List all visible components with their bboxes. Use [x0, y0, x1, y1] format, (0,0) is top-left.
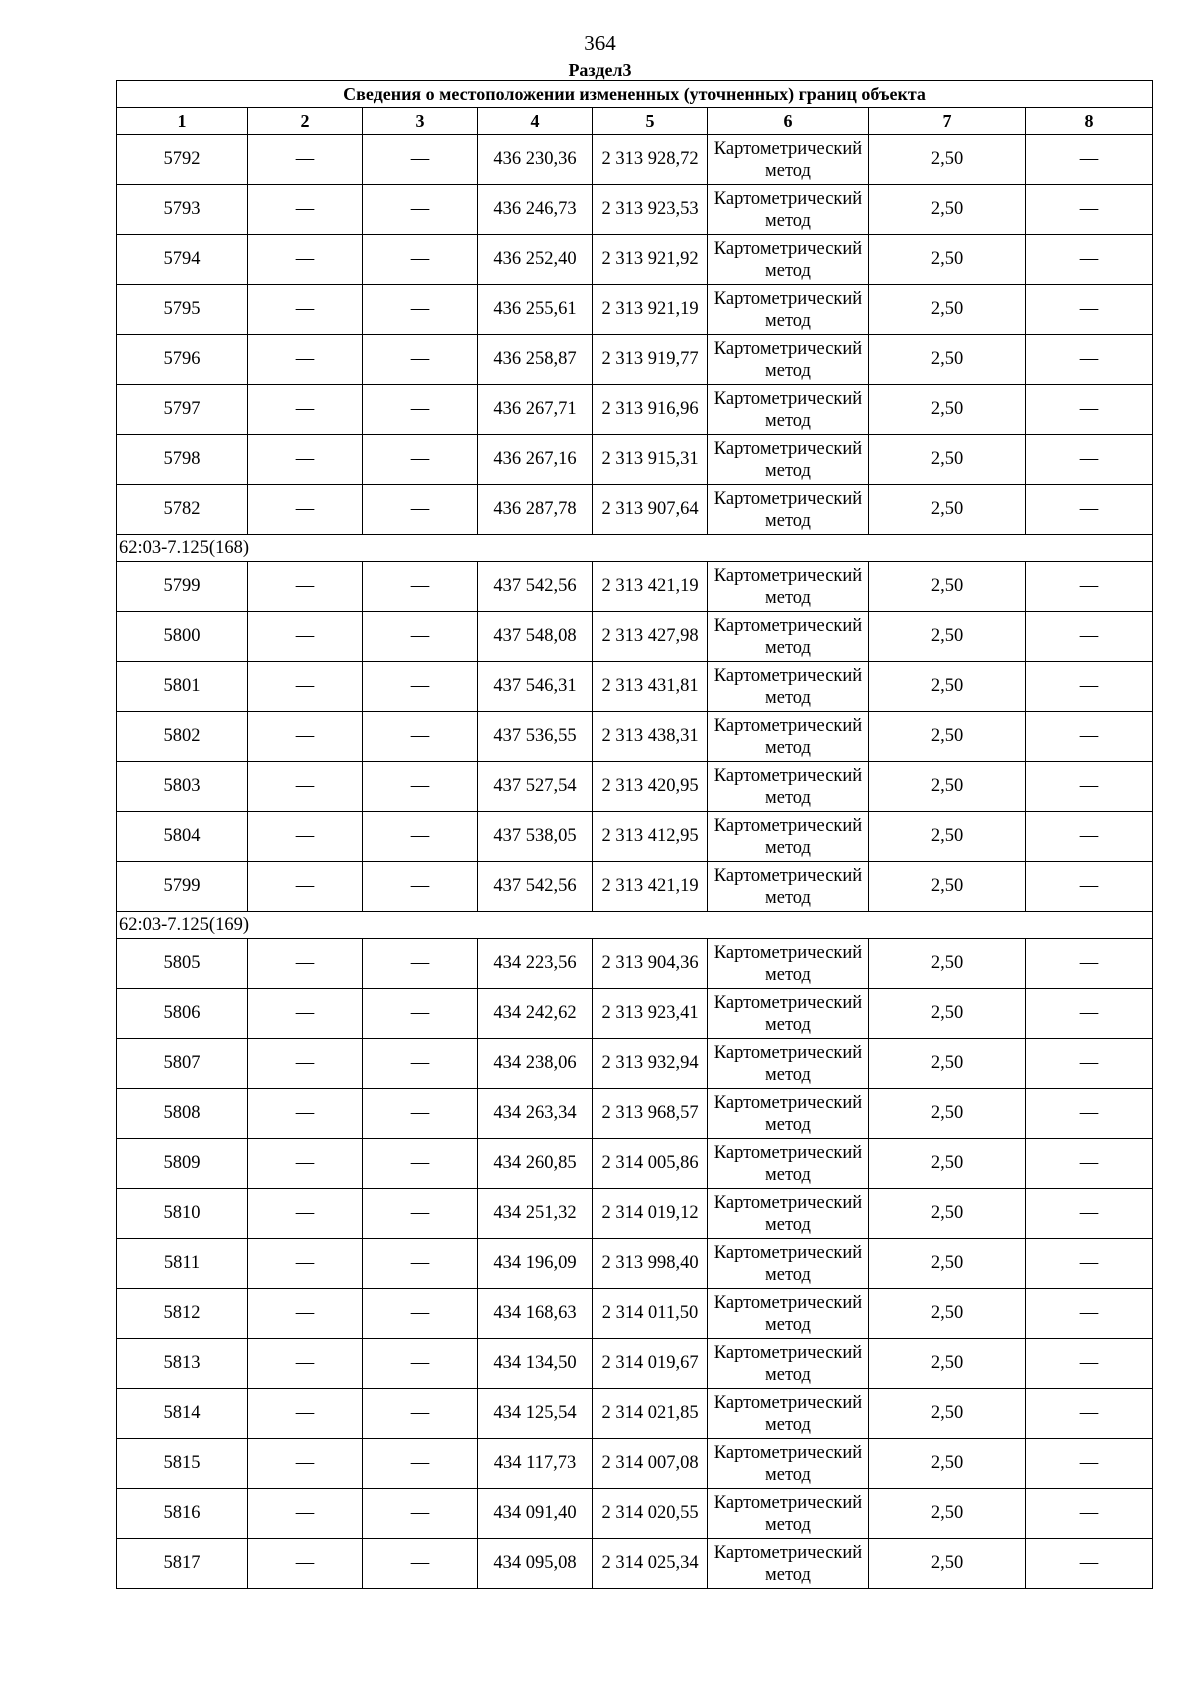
- empty-dash-cell: —: [248, 812, 363, 862]
- method-cell: Картометрический метод: [708, 385, 869, 435]
- accuracy-cell: 2,50: [869, 1139, 1026, 1189]
- empty-dash-cell: —: [363, 662, 478, 712]
- coordinate-x-cell: 434 242,62: [478, 989, 593, 1039]
- accuracy-cell: 2,50: [869, 1389, 1026, 1439]
- column-header: 6: [708, 108, 869, 135]
- table-row: [117, 939, 1153, 989]
- point-number-cell: 5795: [117, 285, 248, 335]
- point-number-cell: 5793: [117, 185, 248, 235]
- empty-dash-cell: —: [248, 185, 363, 235]
- accuracy-cell: 2,50: [869, 562, 1026, 612]
- coordinate-y-cell: 2 313 921,92: [593, 235, 708, 285]
- empty-dash-cell: —: [248, 135, 363, 185]
- coordinate-x-cell: 437 527,54: [478, 762, 593, 812]
- table-row: [117, 185, 1153, 235]
- table-row: [117, 285, 1153, 335]
- point-number-cell: 5812: [117, 1289, 248, 1339]
- coordinate-x-cell: 437 548,08: [478, 612, 593, 662]
- coordinate-y-cell: 2 313 921,19: [593, 285, 708, 335]
- empty-dash-cell: —: [248, 1239, 363, 1289]
- table-row: [117, 1539, 1153, 1589]
- coordinate-x-cell: 437 542,56: [478, 862, 593, 912]
- column-header: 4: [478, 108, 593, 135]
- coordinate-y-cell: 2 313 427,98: [593, 612, 708, 662]
- empty-dash-cell: —: [363, 1389, 478, 1439]
- coordinate-x-cell: 434 263,34: [478, 1089, 593, 1139]
- table-row: [117, 862, 1153, 912]
- method-cell: Картометрический метод: [708, 435, 869, 485]
- table-row: [117, 235, 1153, 285]
- accuracy-cell: 2,50: [869, 1489, 1026, 1539]
- empty-dash-cell: —: [1026, 562, 1153, 612]
- coordinate-y-cell: 2 314 007,08: [593, 1439, 708, 1489]
- table-row: [117, 385, 1153, 435]
- table-row: [117, 662, 1153, 712]
- empty-dash-cell: —: [1026, 612, 1153, 662]
- table-row: [117, 712, 1153, 762]
- coordinate-x-cell: 434 091,40: [478, 1489, 593, 1539]
- point-number-cell: 5805: [117, 939, 248, 989]
- accuracy-cell: 2,50: [869, 285, 1026, 335]
- coordinate-y-cell: 2 313 438,31: [593, 712, 708, 762]
- empty-dash-cell: —: [248, 612, 363, 662]
- point-number-cell: 5799: [117, 862, 248, 912]
- point-number-cell: 5797: [117, 385, 248, 435]
- table-row: [117, 1289, 1153, 1339]
- empty-dash-cell: —: [248, 662, 363, 712]
- coordinate-x-cell: 436 287,78: [478, 485, 593, 535]
- accuracy-cell: 2,50: [869, 1039, 1026, 1089]
- empty-dash-cell: —: [248, 385, 363, 435]
- table-body: [117, 81, 1153, 1589]
- empty-dash-cell: —: [248, 335, 363, 385]
- table-row: [117, 1389, 1153, 1439]
- empty-dash-cell: —: [1026, 385, 1153, 435]
- point-number-cell: 5807: [117, 1039, 248, 1089]
- coordinate-y-cell: 2 313 932,94: [593, 1039, 708, 1089]
- coordinate-x-cell: 434 251,32: [478, 1189, 593, 1239]
- empty-dash-cell: —: [1026, 1339, 1153, 1389]
- method-cell: Картометрический метод: [708, 1539, 869, 1589]
- table-row: [117, 612, 1153, 662]
- coordinate-x-cell: 436 252,40: [478, 235, 593, 285]
- coordinate-y-cell: 2 313 916,96: [593, 385, 708, 435]
- coordinate-x-cell: 437 538,05: [478, 812, 593, 862]
- empty-dash-cell: —: [363, 1039, 478, 1089]
- empty-dash-cell: —: [363, 862, 478, 912]
- empty-dash-cell: —: [363, 1239, 478, 1289]
- method-cell: Картометрический метод: [708, 335, 869, 385]
- accuracy-cell: 2,50: [869, 862, 1026, 912]
- point-number-cell: 5816: [117, 1489, 248, 1539]
- empty-dash-cell: —: [248, 712, 363, 762]
- coordinate-x-cell: 436 255,61: [478, 285, 593, 335]
- empty-dash-cell: —: [363, 812, 478, 862]
- boundary-coordinates-table: [116, 80, 1153, 1589]
- coordinate-y-cell: 2 313 928,72: [593, 135, 708, 185]
- method-cell: Картометрический метод: [708, 939, 869, 989]
- group-header-row: [117, 535, 1153, 562]
- accuracy-cell: 2,50: [869, 939, 1026, 989]
- empty-dash-cell: —: [248, 939, 363, 989]
- method-cell: Картометрический метод: [708, 235, 869, 285]
- empty-dash-cell: —: [363, 485, 478, 535]
- accuracy-cell: 2,50: [869, 662, 1026, 712]
- table-row: [117, 1439, 1153, 1489]
- accuracy-cell: 2,50: [869, 185, 1026, 235]
- empty-dash-cell: —: [363, 562, 478, 612]
- empty-dash-cell: —: [248, 285, 363, 335]
- accuracy-cell: 2,50: [869, 485, 1026, 535]
- empty-dash-cell: —: [1026, 1539, 1153, 1589]
- empty-dash-cell: —: [248, 1539, 363, 1589]
- empty-dash-cell: —: [363, 1189, 478, 1239]
- coordinate-y-cell: 2 313 907,64: [593, 485, 708, 535]
- group-header-row: [117, 912, 1153, 939]
- point-number-cell: 5810: [117, 1189, 248, 1239]
- empty-dash-cell: —: [1026, 1039, 1153, 1089]
- method-cell: Картометрический метод: [708, 612, 869, 662]
- empty-dash-cell: —: [1026, 185, 1153, 235]
- empty-dash-cell: —: [363, 1089, 478, 1139]
- accuracy-cell: 2,50: [869, 612, 1026, 662]
- method-cell: Картометрический метод: [708, 862, 869, 912]
- empty-dash-cell: —: [363, 235, 478, 285]
- empty-dash-cell: —: [363, 435, 478, 485]
- empty-dash-cell: —: [1026, 662, 1153, 712]
- empty-dash-cell: —: [1026, 762, 1153, 812]
- point-number-cell: 5800: [117, 612, 248, 662]
- coordinate-y-cell: 2 313 998,40: [593, 1239, 708, 1289]
- empty-dash-cell: —: [248, 1039, 363, 1089]
- method-cell: Картометрический метод: [708, 1489, 869, 1539]
- coordinate-y-cell: 2 313 421,19: [593, 562, 708, 612]
- section-title: Раздел3: [568, 60, 632, 80]
- method-cell: Картометрический метод: [708, 562, 869, 612]
- empty-dash-cell: —: [1026, 435, 1153, 485]
- empty-dash-cell: —: [1026, 989, 1153, 1039]
- point-number-cell: 5802: [117, 712, 248, 762]
- coordinate-y-cell: 2 314 019,67: [593, 1339, 708, 1389]
- accuracy-cell: 2,50: [869, 1339, 1026, 1389]
- point-number-cell: 5817: [117, 1539, 248, 1589]
- table-row: [117, 135, 1153, 185]
- empty-dash-cell: —: [363, 135, 478, 185]
- point-number-cell: 5804: [117, 812, 248, 862]
- empty-dash-cell: —: [1026, 1439, 1153, 1489]
- empty-dash-cell: —: [363, 1139, 478, 1189]
- coordinate-y-cell: 2 313 915,31: [593, 435, 708, 485]
- method-cell: Картометрический метод: [708, 1089, 869, 1139]
- coordinate-x-cell: 436 230,36: [478, 135, 593, 185]
- empty-dash-cell: —: [363, 712, 478, 762]
- table-row: [117, 762, 1153, 812]
- method-cell: Картометрический метод: [708, 1139, 869, 1189]
- empty-dash-cell: —: [248, 1139, 363, 1189]
- table-row: [117, 1339, 1153, 1389]
- empty-dash-cell: —: [1026, 1239, 1153, 1289]
- accuracy-cell: 2,50: [869, 385, 1026, 435]
- empty-dash-cell: —: [363, 1489, 478, 1539]
- table-row: [117, 1039, 1153, 1089]
- empty-dash-cell: —: [1026, 485, 1153, 535]
- coordinate-y-cell: 2 314 025,34: [593, 1539, 708, 1589]
- coordinate-y-cell: 2 313 923,41: [593, 989, 708, 1039]
- coordinate-y-cell: 2 314 021,85: [593, 1389, 708, 1439]
- coordinate-x-cell: 437 546,31: [478, 662, 593, 712]
- method-cell: Картометрический метод: [708, 1439, 869, 1489]
- column-header: 1: [117, 108, 248, 135]
- empty-dash-cell: —: [248, 562, 363, 612]
- coordinate-y-cell: 2 314 019,12: [593, 1189, 708, 1239]
- coordinate-x-cell: 434 125,54: [478, 1389, 593, 1439]
- coordinate-y-cell: 2 314 005,86: [593, 1139, 708, 1189]
- coordinate-x-cell: 434 223,56: [478, 939, 593, 989]
- empty-dash-cell: —: [363, 1339, 478, 1389]
- column-header: 2: [248, 108, 363, 135]
- empty-dash-cell: —: [248, 762, 363, 812]
- empty-dash-cell: —: [1026, 1139, 1153, 1189]
- method-cell: Картометрический метод: [708, 1389, 869, 1439]
- empty-dash-cell: —: [363, 285, 478, 335]
- coordinate-y-cell: 2 313 968,57: [593, 1089, 708, 1139]
- method-cell: Картометрический метод: [708, 1289, 869, 1339]
- empty-dash-cell: —: [1026, 939, 1153, 989]
- table-row: [117, 435, 1153, 485]
- empty-dash-cell: —: [1026, 135, 1153, 185]
- table-row: [117, 1189, 1153, 1239]
- empty-dash-cell: —: [248, 235, 363, 285]
- accuracy-cell: 2,50: [869, 1439, 1026, 1489]
- table-row: [117, 335, 1153, 385]
- accuracy-cell: 2,50: [869, 1239, 1026, 1289]
- accuracy-cell: 2,50: [869, 812, 1026, 862]
- method-cell: Картометрический метод: [708, 989, 869, 1039]
- method-cell: Картометрический метод: [708, 1189, 869, 1239]
- empty-dash-cell: —: [248, 435, 363, 485]
- coordinate-y-cell: 2 313 923,53: [593, 185, 708, 235]
- accuracy-cell: 2,50: [869, 435, 1026, 485]
- point-number-cell: 5813: [117, 1339, 248, 1389]
- table-row: [117, 812, 1153, 862]
- point-number-cell: 5799: [117, 562, 248, 612]
- empty-dash-cell: —: [363, 1539, 478, 1589]
- empty-dash-cell: —: [363, 762, 478, 812]
- coordinate-y-cell: 2 313 420,95: [593, 762, 708, 812]
- table-row: [117, 485, 1153, 535]
- table-row: [117, 1089, 1153, 1139]
- empty-dash-cell: —: [1026, 1489, 1153, 1539]
- empty-dash-cell: —: [363, 385, 478, 435]
- accuracy-cell: 2,50: [869, 235, 1026, 285]
- coordinate-x-cell: 437 536,55: [478, 712, 593, 762]
- point-number-cell: 5809: [117, 1139, 248, 1189]
- accuracy-cell: 2,50: [869, 135, 1026, 185]
- empty-dash-cell: —: [248, 1489, 363, 1539]
- column-header: 8: [1026, 108, 1153, 135]
- method-cell: Картометрический метод: [708, 285, 869, 335]
- empty-dash-cell: —: [363, 989, 478, 1039]
- coordinate-y-cell: 2 313 431,81: [593, 662, 708, 712]
- accuracy-cell: 2,50: [869, 989, 1026, 1039]
- accuracy-cell: 2,50: [869, 1189, 1026, 1239]
- empty-dash-cell: —: [1026, 1189, 1153, 1239]
- coordinate-x-cell: 434 196,09: [478, 1239, 593, 1289]
- accuracy-cell: 2,50: [869, 712, 1026, 762]
- empty-dash-cell: —: [248, 862, 363, 912]
- coordinate-y-cell: 2 313 919,77: [593, 335, 708, 385]
- coordinate-y-cell: 2 314 020,55: [593, 1489, 708, 1539]
- method-cell: Картометрический метод: [708, 135, 869, 185]
- empty-dash-cell: —: [248, 1439, 363, 1489]
- method-cell: Картометрический метод: [708, 1039, 869, 1089]
- empty-dash-cell: —: [248, 1089, 363, 1139]
- empty-dash-cell: —: [363, 939, 478, 989]
- method-cell: Картометрический метод: [708, 485, 869, 535]
- table-row: [117, 1139, 1153, 1189]
- empty-dash-cell: —: [363, 1439, 478, 1489]
- accuracy-cell: 2,50: [869, 1089, 1026, 1139]
- method-cell: Картометрический метод: [708, 1239, 869, 1289]
- method-cell: Картометрический метод: [708, 1339, 869, 1389]
- point-number-cell: 5792: [117, 135, 248, 185]
- empty-dash-cell: —: [363, 185, 478, 235]
- coordinate-y-cell: 2 313 421,19: [593, 862, 708, 912]
- point-number-cell: 5808: [117, 1089, 248, 1139]
- empty-dash-cell: —: [1026, 712, 1153, 762]
- coordinate-x-cell: 434 117,73: [478, 1439, 593, 1489]
- coordinate-x-cell: 437 542,56: [478, 562, 593, 612]
- empty-dash-cell: —: [248, 1289, 363, 1339]
- table-row: [117, 1489, 1153, 1539]
- coordinate-x-cell: 434 260,85: [478, 1139, 593, 1189]
- point-number-cell: 5794: [117, 235, 248, 285]
- method-cell: Картометрический метод: [708, 812, 869, 862]
- coordinate-x-cell: 436 267,16: [478, 435, 593, 485]
- empty-dash-cell: —: [1026, 1389, 1153, 1439]
- accuracy-cell: 2,50: [869, 1539, 1026, 1589]
- empty-dash-cell: —: [363, 612, 478, 662]
- empty-dash-cell: —: [248, 989, 363, 1039]
- method-cell: Картометрический метод: [708, 662, 869, 712]
- point-number-cell: 5806: [117, 989, 248, 1039]
- empty-dash-cell: —: [248, 1339, 363, 1389]
- point-number-cell: 5811: [117, 1239, 248, 1289]
- empty-dash-cell: —: [248, 1189, 363, 1239]
- parcel-group-label: 62:03-7.125(169): [117, 912, 1153, 939]
- column-header: 5: [593, 108, 708, 135]
- empty-dash-cell: —: [1026, 812, 1153, 862]
- column-header-row: [117, 108, 1153, 135]
- coordinate-y-cell: 2 314 011,50: [593, 1289, 708, 1339]
- point-number-cell: 5798: [117, 435, 248, 485]
- empty-dash-cell: —: [1026, 1089, 1153, 1139]
- point-number-cell: 5815: [117, 1439, 248, 1489]
- table-row: [117, 989, 1153, 1039]
- parcel-group-label: 62:03-7.125(168): [117, 535, 1153, 562]
- table-row: [117, 1239, 1153, 1289]
- empty-dash-cell: —: [1026, 235, 1153, 285]
- point-number-cell: 5796: [117, 335, 248, 385]
- accuracy-cell: 2,50: [869, 1289, 1026, 1339]
- coordinate-x-cell: 436 246,73: [478, 185, 593, 235]
- coordinate-x-cell: 434 134,50: [478, 1339, 593, 1389]
- empty-dash-cell: —: [1026, 285, 1153, 335]
- method-cell: Картометрический метод: [708, 762, 869, 812]
- table-caption: Сведения о местоположении измененных (уточненных) границ объекта: [117, 81, 1153, 108]
- coordinate-y-cell: 2 313 904,36: [593, 939, 708, 989]
- point-number-cell: 5782: [117, 485, 248, 535]
- coordinate-y-cell: 2 313 412,95: [593, 812, 708, 862]
- accuracy-cell: 2,50: [869, 762, 1026, 812]
- method-cell: Картометрический метод: [708, 185, 869, 235]
- empty-dash-cell: —: [248, 485, 363, 535]
- table-caption-row: [117, 81, 1153, 108]
- coordinate-x-cell: 436 258,87: [478, 335, 593, 385]
- point-number-cell: 5803: [117, 762, 248, 812]
- table-row: [117, 562, 1153, 612]
- empty-dash-cell: —: [363, 1289, 478, 1339]
- coordinate-x-cell: 434 238,06: [478, 1039, 593, 1089]
- empty-dash-cell: —: [1026, 862, 1153, 912]
- column-header: 7: [869, 108, 1026, 135]
- coordinate-x-cell: 434 168,63: [478, 1289, 593, 1339]
- coordinate-x-cell: 436 267,71: [478, 385, 593, 435]
- method-cell: Картометрический метод: [708, 712, 869, 762]
- empty-dash-cell: —: [1026, 1289, 1153, 1339]
- coordinate-x-cell: 434 095,08: [478, 1539, 593, 1589]
- accuracy-cell: 2,50: [869, 335, 1026, 385]
- empty-dash-cell: —: [248, 1389, 363, 1439]
- page-number: 364: [584, 31, 616, 55]
- column-header: 3: [363, 108, 478, 135]
- empty-dash-cell: —: [1026, 335, 1153, 385]
- empty-dash-cell: —: [363, 335, 478, 385]
- point-number-cell: 5801: [117, 662, 248, 712]
- point-number-cell: 5814: [117, 1389, 248, 1439]
